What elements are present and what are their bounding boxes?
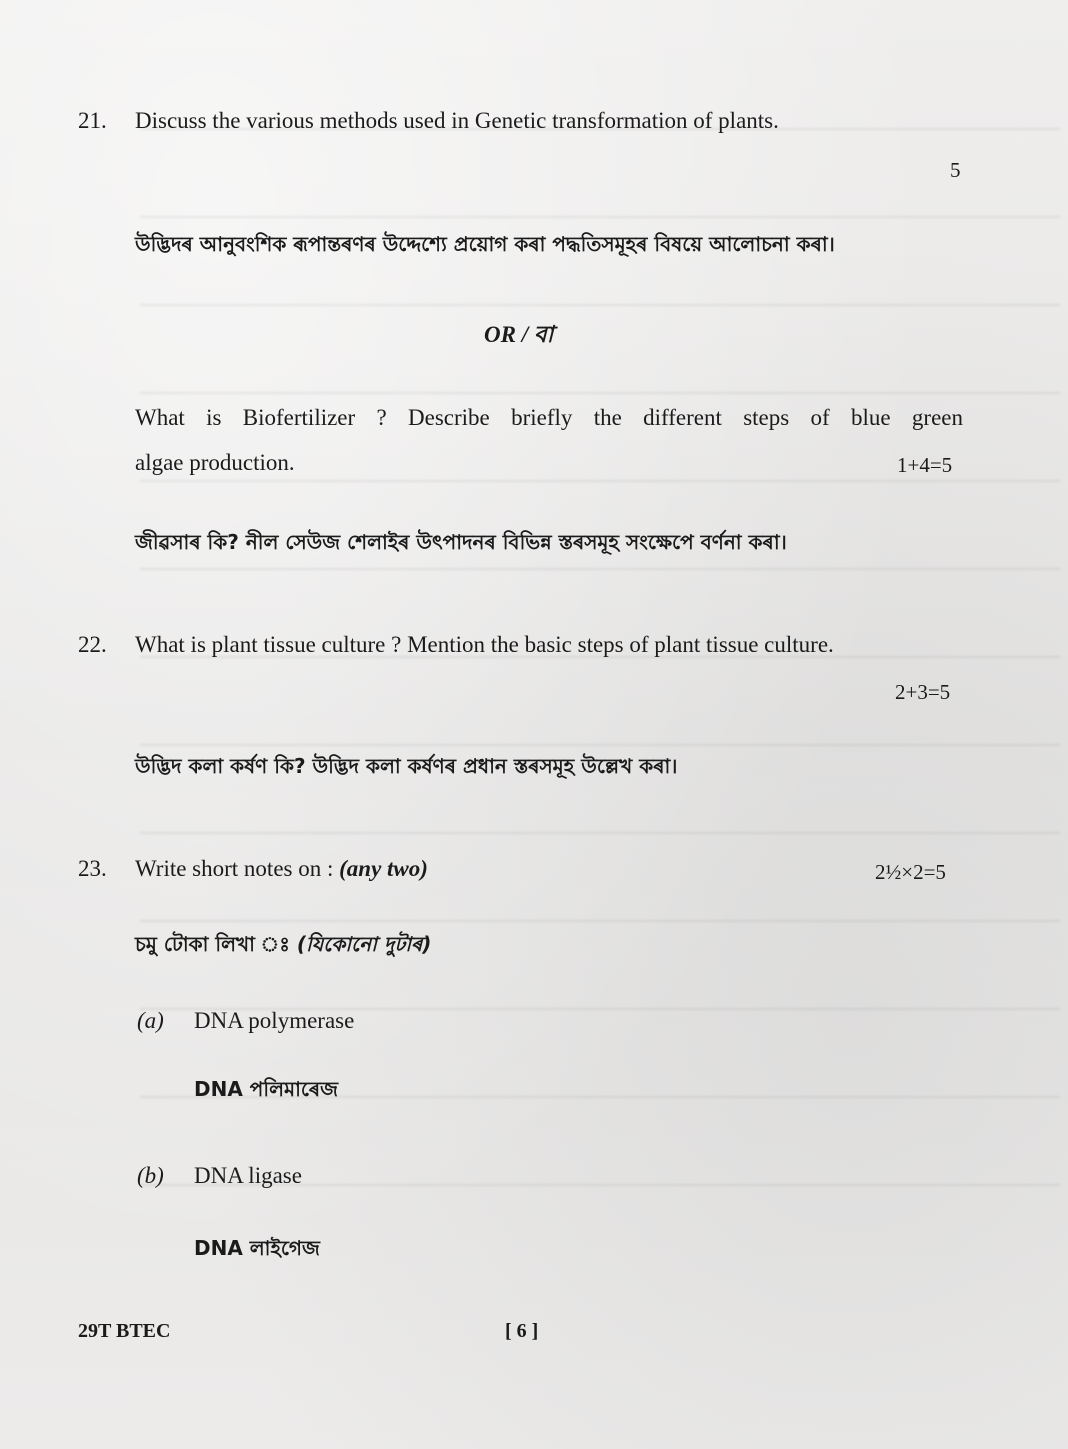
q21-number: 21. bbox=[78, 108, 107, 133]
q21-alt-bengali: জীৱসাৰ কি? নীল সেউজ শেলাইৰ উৎপাদনৰ বিভিন্ন স্তৰসমূহ সংক্ষেপে বৰ্ণনা কৰা। bbox=[135, 530, 787, 554]
q22-text: What is plant tissue culture ? Mention the basic steps of plant tissue culture. bbox=[135, 632, 834, 657]
q21-alt-line2: algae production. bbox=[135, 450, 295, 475]
q22-bengali: উদ্ভিদ কলা কৰ্ষণ কি? উদ্ভিদ কলা কৰ্ষণৰ প্ৰধান স্তৰসমূহ উল্লেখ কৰা। bbox=[135, 754, 678, 778]
q23-qualifier: (any two) bbox=[339, 856, 428, 881]
item-b-label: (b) bbox=[137, 1163, 164, 1188]
q23-bengali-qualifier: (যিকোনো দুটাৰ) bbox=[296, 932, 432, 956]
page-number: [ 6 ] bbox=[505, 1320, 539, 1342]
item-b-bengali: DNA লাইগেজ bbox=[194, 1236, 320, 1260]
q21-bengali: উদ্ভিদৰ আনুবংশিক ৰূপান্তৰণৰ উদ্দেশ্যে প্ৰয়োগ কৰা পদ্ধতিসমূহৰ বিষয়ে আলোচনা কৰা। bbox=[135, 232, 835, 256]
item-a-bengali: DNA পলিমাৰেজ bbox=[194, 1077, 339, 1101]
q23-bengali bbox=[135, 930, 431, 963]
item-a-text: DNA polymerase bbox=[194, 1008, 355, 1033]
q23-text bbox=[135, 856, 428, 882]
item-b-text: DNA ligase bbox=[194, 1163, 302, 1188]
q23-marks: 2½×2=5 bbox=[875, 860, 946, 884]
q21-marks: 5 bbox=[950, 158, 961, 182]
or-label: OR / বা bbox=[484, 322, 554, 347]
q21-alt-line1: What is Biofertilizer ? Describe briefly the different steps of blue green bbox=[135, 405, 963, 430]
q23-text-main: Write short notes on : bbox=[135, 856, 334, 881]
q21-alt-marks: 1+4=5 bbox=[897, 453, 953, 477]
q22-marks: 2+3=5 bbox=[895, 680, 951, 704]
q21-text: Discuss the various methods used in Genetic transformation of plants. bbox=[135, 108, 779, 133]
q23-bengali-main: চমু টোকা লিখা ঃ bbox=[135, 932, 290, 956]
item-a-label: (a) bbox=[137, 1008, 164, 1033]
q22-number: 22. bbox=[78, 632, 107, 657]
paper-code: 29T BTEC bbox=[78, 1320, 171, 1342]
q23-number: 23. bbox=[78, 856, 107, 881]
